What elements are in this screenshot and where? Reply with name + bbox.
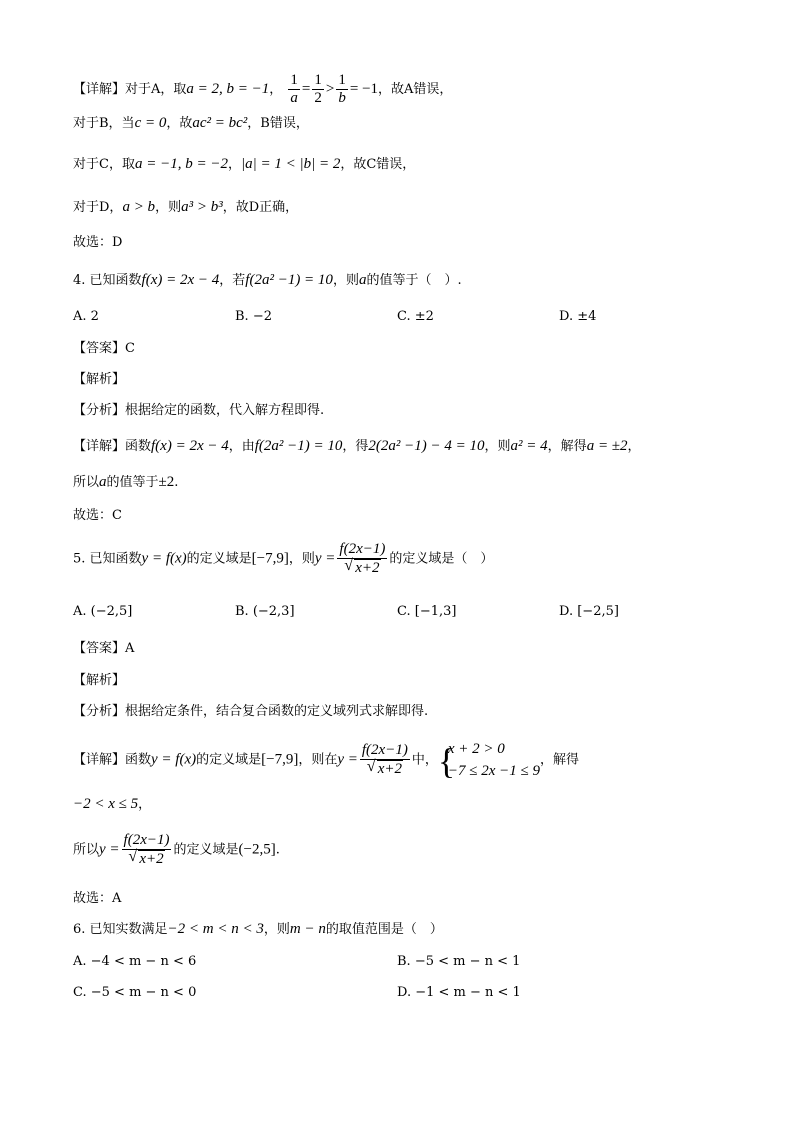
text: 所以 xyxy=(73,475,100,490)
q3-detail-c-line: 对于C，取a = −1, b = −2，|a| = 1 < |b| = 2，故C错误， xyxy=(73,156,416,172)
text: 的值等于（ ）. xyxy=(366,273,462,288)
text: . xyxy=(275,842,280,858)
math: [−7,9] xyxy=(251,550,289,567)
detail-label: 【详解】 xyxy=(73,82,126,97)
text: 对于B，当 xyxy=(73,116,135,131)
text: ，故A错误， xyxy=(378,82,453,97)
q3-detail-b-line xyxy=(73,114,309,133)
fraction-q5-conclusion xyxy=(122,832,172,868)
q4-conclusion xyxy=(73,473,178,492)
q4-answer: 【答案】C xyxy=(73,341,135,356)
text: 5. 已知函数 xyxy=(73,551,142,567)
math: y = xyxy=(337,751,358,768)
math: −2 < x ≤ 5 xyxy=(73,796,139,812)
q3-choose: 故选：D xyxy=(73,235,123,250)
q5-conclusion xyxy=(73,832,280,868)
text: 对于C，取 xyxy=(73,157,135,172)
text: ，故 xyxy=(166,116,193,131)
text: 【详解】函数 xyxy=(73,752,152,768)
q3-detail-d-line xyxy=(73,198,298,217)
text: ，则 xyxy=(484,439,511,454)
q5-detail xyxy=(73,738,579,782)
text: 【详解】函数 xyxy=(73,439,152,454)
text: 的取值范围是（ ） xyxy=(325,922,443,937)
text: 的值等于 xyxy=(106,475,159,490)
text: ，由 xyxy=(228,439,255,454)
text: . xyxy=(174,475,179,490)
math: [−7,9] xyxy=(261,751,299,768)
math: |a| = 1 < |b| = 2 xyxy=(240,156,341,172)
math: a³ > b³ xyxy=(181,199,223,215)
text: ，解得 xyxy=(547,439,587,454)
math: y = xyxy=(99,841,120,858)
q4-option-a: A. 2 xyxy=(73,309,99,324)
sqrt-symbol: √ x+2 xyxy=(366,758,402,777)
q4-fenxi: 【分析】根据给定的函数，代入解方程即得. xyxy=(73,403,325,418)
q5-stem xyxy=(73,541,493,577)
fraction-q5-stem xyxy=(337,541,387,577)
fraction-1-over-a: $\frac{1}{a}$ xyxy=(290,72,298,106)
math: −7 ≤ 2x −1 ≤ 9 xyxy=(447,763,540,779)
math: y = f(x) xyxy=(151,751,197,768)
text: ，故D正确， xyxy=(222,200,299,215)
math: f(2a² −1) = 10 xyxy=(254,438,343,454)
math: a xyxy=(358,272,367,288)
math: a² = 4 xyxy=(510,438,548,454)
math: f(2a² −1) = 10 xyxy=(245,272,333,288)
q5-analysis: 【解析】 xyxy=(73,673,126,688)
math: ac² = bc² xyxy=(192,115,248,131)
q4-analysis: 【解析】 xyxy=(73,372,126,387)
math: m − n xyxy=(289,921,326,937)
text: ，得 xyxy=(342,439,369,454)
math: ±2 xyxy=(158,474,175,490)
math: x+2 xyxy=(377,761,402,777)
math: a = −1, b = −2 xyxy=(134,156,228,172)
math: 2(2a² −1) − 4 = 10 xyxy=(368,438,485,454)
fraction-1-over-b: $\frac{1}{b}$ xyxy=(338,72,346,106)
math: −2 < m < n < 3 xyxy=(167,921,264,937)
math: f(2x−1) xyxy=(339,541,386,557)
text: 所以 xyxy=(73,842,100,858)
fraction-q5-detail xyxy=(360,742,410,778)
text: ，则 xyxy=(332,273,359,288)
text: ，则在 xyxy=(298,752,338,768)
q5-ineq xyxy=(73,795,151,814)
q5-answer: 【答案】A xyxy=(73,641,135,656)
math: c = 0 xyxy=(134,115,167,131)
q4-option-d: D. ±4 xyxy=(559,309,597,324)
text: ，故C错误， xyxy=(340,157,416,172)
text: ，则 xyxy=(288,551,315,567)
q6-option-c: C. −5 < m − n < 0 xyxy=(73,985,197,1000)
q5-option-d: D. [−2,5] xyxy=(559,604,619,619)
q5-choose: 故选：A xyxy=(73,891,122,906)
math: y = f(x) xyxy=(141,550,187,567)
math: f(2x−1) xyxy=(123,832,170,848)
text: 对于D， xyxy=(73,200,123,215)
text: 的定义域是 xyxy=(186,551,252,567)
math: a = ±2 xyxy=(586,438,628,454)
q5-fenxi: 【分析】根据给定条件，结合复合函数的定义域列式求解即得. xyxy=(73,704,429,719)
text: 4. 已知函数 xyxy=(73,273,142,288)
text: ，解得 xyxy=(539,752,579,768)
inequality-system: { x + 2 > 0 −7 ≤ 2x −1 ≤ 9 xyxy=(438,738,540,782)
q6-option-b: B. −5 < m − n < 1 xyxy=(397,954,521,969)
text: 的定义域是（ ） xyxy=(389,551,494,567)
q6-option-d: D. −1 < m − n < 1 xyxy=(397,985,521,1000)
q4-detail xyxy=(73,437,641,456)
math: a > b xyxy=(122,199,156,215)
q5-option-c: C. [−1,3] xyxy=(397,604,457,619)
q6-option-a: A. −4 < m − n < 6 xyxy=(73,954,197,969)
q3-detail-a-line: 【详解】对于A，取a = 2, b = −1， $\frac{1}{a}$ = $\frac{1}{2}$ > $\frac{1}{b}$ = −1，故A错误， xyxy=(73,72,453,106)
math: (−2,5] xyxy=(238,841,276,858)
math: f(x) = 2x − 4 xyxy=(141,272,220,288)
text: ， xyxy=(627,439,641,454)
math: y = xyxy=(314,550,336,567)
q5-option-a: A. (−2,5] xyxy=(73,604,133,619)
text: ， xyxy=(138,797,152,812)
fraction-1-over-2: $\frac{1}{2}$ xyxy=(314,72,322,106)
q4-option-c: C. ±2 xyxy=(397,309,434,324)
math: a xyxy=(99,474,107,490)
text: 的定义域是 xyxy=(196,752,262,768)
math: a = 2, b = −1 xyxy=(186,81,270,97)
text: 中， xyxy=(411,752,438,768)
sqrt-symbol: √ x+2 xyxy=(344,557,380,576)
math: > xyxy=(325,81,335,97)
text: ，则 xyxy=(155,200,182,215)
math: x+2 xyxy=(355,560,380,576)
math: x + 2 > 0 xyxy=(447,741,505,757)
q4-choose: 故选：C xyxy=(73,508,122,523)
text: 的定义域是 xyxy=(173,842,239,858)
math: = −1 xyxy=(349,81,379,97)
math: f(2x−1) xyxy=(361,742,408,758)
q4-option-b: B. −2 xyxy=(235,309,272,324)
q6-stem xyxy=(73,920,443,939)
text: ，若 xyxy=(219,273,246,288)
q5-option-b: B. (−2,3] xyxy=(235,604,295,619)
text: 对于A，取 xyxy=(125,82,187,97)
text: ，则 xyxy=(263,922,290,937)
sqrt-symbol: √ x+2 xyxy=(128,848,164,867)
text: ，B错误， xyxy=(247,116,309,131)
text: 6. 已知实数满足 xyxy=(73,922,168,937)
q4-stem xyxy=(73,271,462,290)
math: f(x) = 2x − 4 xyxy=(151,438,229,454)
math: x+2 xyxy=(139,851,164,867)
